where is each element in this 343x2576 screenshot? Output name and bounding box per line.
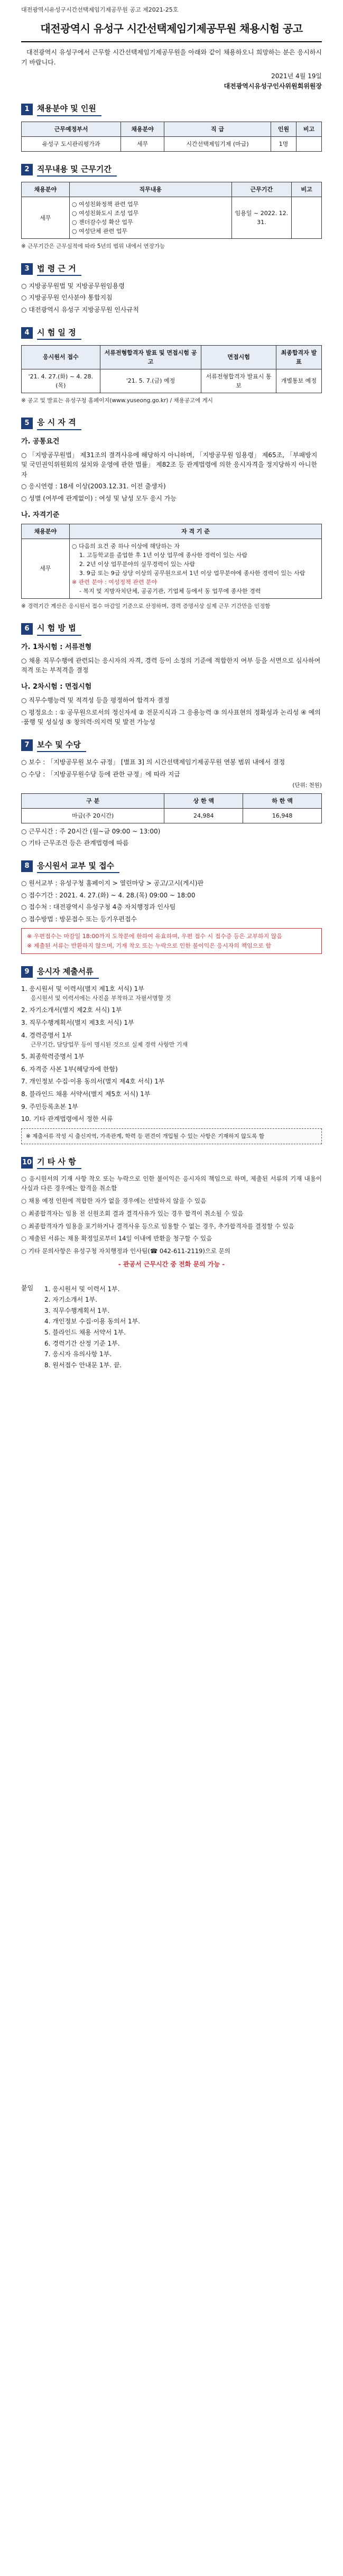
attachment-item: 2. 자기소개서 1부.	[44, 1296, 98, 1304]
section-8-number: 8	[21, 860, 33, 872]
section-3-title: 법 령 근 거	[37, 263, 81, 276]
list-item: ○ 지방공무원법 및 지방공무원임용령	[21, 281, 322, 291]
section-5-title: 응 시 자 격	[37, 416, 81, 430]
application-list	[21, 878, 322, 924]
note-cell	[292, 197, 322, 239]
doc-label: 2. 자기소개서(별지 제2호 서식) 1부	[21, 1006, 122, 1014]
attachment-list	[44, 1283, 140, 1372]
qual-line: ○ 다음의 요건 중 하나 이상에 해당하는 자	[72, 542, 319, 551]
qual-line: 1. 고등학교를 졸업한 후 1년 이상 업무에 종사한 경력이 있는 사람	[79, 551, 247, 559]
attachment-item: 8. 원서접수 안내문 1부. 끝.	[44, 1361, 122, 1369]
section-10-number: 10	[21, 1157, 33, 1169]
table-header: 채용분야	[22, 182, 70, 197]
list-item: ○ 보수 : 「지방공무원 보수 규정」 [별표 3] 의 시간선택제임기제공무원 연봉 범위 내에서 결정	[21, 757, 322, 767]
section-2-number: 2	[21, 164, 33, 175]
schedule-note: ※ 공고 및 발표는 유성구청 홈페이지(www.yuseong.go.kr) / 채용공고에 게시	[21, 397, 213, 404]
list-item: ○ 채용 예정 인원에 적합한 자가 없을 경우에는 선발하지 않을 수 있음	[21, 1197, 322, 1206]
grade-cell: 마급(주 20시간)	[22, 808, 164, 823]
attachment-item: 1. 응시원서 및 이력서 1부.	[44, 1285, 120, 1293]
table-row	[22, 369, 322, 393]
table-row	[22, 808, 322, 823]
doc-desc: 응시원서 및 이력서에는 사진을 부착하고 자필서명할 것	[31, 995, 171, 1002]
dept-cell: 유성구 도시관리평가과	[22, 136, 121, 151]
section-6-heading	[21, 622, 322, 635]
section-9-title: 응시자 제출서류	[37, 966, 99, 979]
warning-line: ※ 제출된 서류는 반환하지 않으며, 기재 착오 또는 누락으로 인한 불이익은 응시자의 책임으로 함	[27, 942, 271, 949]
section-1-title: 채용분야 및 인원	[37, 103, 101, 116]
duty-note: ※ 근무기간은 근무실적에 따라 5년의 범위 내에서 연장가능	[21, 243, 165, 250]
list-item: ○ 최종합격자는 임용 전 신원조회 결과 결격사유가 있는 경우 합격이 취소될 수 있음	[21, 1209, 322, 1219]
pay-table	[21, 793, 322, 823]
section-8-title: 응시원서 교부 및 접수	[37, 860, 119, 873]
list-item: ○ 기타 문의사항은 유성구청 자치행정과 인사팀(☎ 042-611-2119)으로 문의	[21, 1247, 322, 1256]
doc-label: 1. 응시원서 및 이력서(별지 제1호 서식) 1부	[21, 985, 144, 993]
section-10-title: 기 타 사 항	[37, 1156, 81, 1169]
table-header: 비고	[296, 122, 321, 136]
list-item: ○ 접수방법 : 방문접수 또는 등기우편접수	[21, 914, 322, 924]
table-row	[22, 539, 322, 598]
qual-subnote: - 복지 및 지방자치단체, 공공기관, 기업체 등에서 동 업무에 종사한 경력	[79, 588, 261, 595]
table-header: 근무예정부서	[22, 122, 121, 136]
doc-label: 3. 직무수행계획서(별지 제3호 서식) 1부	[21, 1019, 134, 1027]
section-8-heading	[21, 860, 322, 873]
table-header: 채용분야	[121, 122, 164, 136]
table-header: 직무내용	[69, 182, 231, 197]
document-note: ※ 제출서류 작성 시 출신지역, 가족관계, 학력 등 편견이 개입될 수 있는 사항은 기재하지 않도록 함	[21, 1128, 322, 1144]
doc-label: 5. 최종학력증명서 1부	[21, 1053, 85, 1061]
table-header: 자 격 기 준	[69, 524, 321, 539]
table-header: 면접시험	[201, 345, 276, 369]
pay-list	[21, 757, 322, 779]
section-10-heading	[21, 1156, 322, 1169]
list-item	[21, 984, 322, 1003]
list-item: ○ 대전광역시 유성구 지방공무원 인사규칙	[21, 305, 322, 315]
list-item: ○ 수당 : 「지방공무원수당 등에 관한 규정」에 따라 지급	[21, 770, 322, 780]
list-item: ○ 접수처 : 대전광역시 유성구청 4층 자치행정과 인사팀	[21, 902, 322, 912]
table-header: 인원	[271, 122, 296, 136]
intro-text: 대전광역시 유성구에서 근무할 시간선택제임기제공무원을 아래와 같이 채용하오니 희망하는 분은 응시하시기 바랍니다.	[21, 49, 322, 66]
stage2-heading: 나. 2차시험 : 면접시험	[21, 682, 92, 691]
application-warning	[21, 928, 322, 953]
document-list	[21, 984, 322, 1124]
law-list	[21, 281, 322, 315]
doc-desc: 근무기간, 담당업무 등이 명시된 것으로 실제 경력 사항만 기재	[31, 1041, 188, 1049]
field-cell: 세무	[22, 197, 70, 239]
section-7-title: 보수 및 수당	[37, 739, 86, 752]
list-item	[21, 1114, 322, 1124]
doc-label: 9. 주민등록초본 1부	[21, 1102, 78, 1110]
list-item: ○ 접수기간 : 2021. 4. 27.(화) ~ 4. 28.(목) 09:00 ~ 18:00	[21, 891, 322, 901]
period-cell: 임용일 ~ 2022. 12. 31.	[231, 197, 292, 239]
list-item	[21, 1064, 322, 1074]
table-header: 근무기간	[231, 182, 292, 197]
other-list	[21, 1174, 322, 1256]
table-header: 서류전형합격자 발표 및 면접시험 공고	[100, 345, 201, 369]
doc-label: 8. 블라인드 채용 서약서(별지 제5호 서식) 1부	[21, 1090, 151, 1098]
page-title: 대전광역시 유성구 시간선택제임기제공무원 채용시험 공고	[21, 21, 322, 42]
table-header: 채용분야	[22, 524, 70, 539]
doc-label: 10. 기타 관계법령에서 정한 서류	[21, 1115, 113, 1123]
field-cell: 세무	[22, 539, 70, 598]
attachments	[21, 1283, 322, 1372]
section-9-number: 9	[21, 966, 33, 978]
section-2-title: 직무내용 및 근무기간	[37, 163, 117, 177]
note-cell	[296, 136, 321, 151]
lower-cell: 16,948	[243, 808, 322, 823]
duty-item: ○ 젠더감수성 확산 업무	[71, 219, 133, 226]
list-item	[21, 1018, 322, 1028]
notice-date: 2021년 4월 19일	[271, 72, 322, 80]
stage1-list	[21, 656, 322, 675]
table-header: 구 분	[22, 793, 164, 808]
section-5-number: 5	[21, 418, 33, 429]
final-cell: 개별통보 예정	[276, 369, 321, 393]
recruitment-table	[21, 122, 322, 152]
section-6-number: 6	[21, 623, 33, 635]
work-cond-list	[21, 827, 322, 848]
apply-cell: '21. 4. 27.(화) ~ 4. 28.(목)	[22, 369, 100, 393]
table-header: 최종합격자 발표	[276, 345, 321, 369]
list-item: ○ 직무수행능력 및 적격성 등을 평정하여 합격자 결정	[21, 696, 322, 706]
duty-item: ○ 여성단체 관련 업무	[71, 228, 127, 235]
qualification-table	[21, 524, 322, 599]
list-item: ○ 채용 직무수행에 관련되는 응시자의 자격, 경력 등이 소정의 기준에 적합한지 여부 등을 서면으로 심사하여 적격 또는 부적격을 결정	[21, 656, 322, 675]
table-header: 응시원서 접수	[22, 345, 100, 369]
table-row	[22, 197, 322, 239]
table-header: 하 한 액	[243, 793, 322, 808]
announce-cell: '21. 5. 7.(금) 예정	[100, 369, 201, 393]
list-item: ○ 「지방공무원법」 제31조의 결격사유에 해당하지 아니하며, 「지방공무원 임용령」 제65조, 「부패방지 및 국민권익위원회의 설치와 운영에 관한 법률」 제82조 등 관계법령에 의한 응시자격을 정지당하지 아니한 자	[21, 450, 322, 480]
field-cell: 세무	[121, 136, 164, 151]
section-9-heading	[21, 966, 322, 979]
duty-item: ○ 여성친화정책 관련 업무	[71, 201, 139, 208]
list-item: ○ 응시원서의 기재 사항 착오 또는 누락으로 인한 불이익은 응시자의 책임으로 하며, 제출된 서류의 기재 내용이 사실과 다른 경우에는 합격을 취소함	[21, 1174, 322, 1193]
attachment-item: 4. 개인정보 수집·이용 동의서 1부.	[44, 1318, 141, 1326]
list-item	[21, 1052, 322, 1062]
attachment-item: 5. 블라인드 채용 서약서 1부.	[44, 1329, 126, 1336]
list-item	[21, 1089, 322, 1099]
interview-cell: 서류전형합격자 발표시 통보	[201, 369, 276, 393]
warning-line: ※ 우편접수는 마감일 18:00까지 도착분에 한하여 유효하며, 우편 접수 시 접수증 등은 교부하지 않음	[27, 933, 283, 940]
grade-cell: 시간선택제임기제 (마급)	[164, 136, 271, 151]
schedule-table	[21, 345, 322, 393]
section-4-number: 4	[21, 327, 33, 339]
pay-unit: (단위: 천원)	[292, 782, 322, 789]
qual-line: 3. 9급 또는 9급 상당 이상의 공무원으로서 1년 이상 업무분야에 종사한 경력이 있는 사람	[79, 569, 305, 577]
duty-table	[21, 182, 322, 239]
list-item	[21, 1102, 322, 1112]
section-1-heading	[21, 103, 322, 116]
upper-cell: 24,984	[164, 808, 243, 823]
section-7-number: 7	[21, 739, 33, 751]
doc-label: 7. 개인정보 수집·이용 동의서(별지 제4호 서식) 1부	[21, 1078, 165, 1086]
table-header: 상 한 액	[164, 793, 243, 808]
count-cell: 1명	[271, 136, 296, 151]
section-6-title: 시 험 방 법	[37, 622, 81, 635]
issuing-org: 대전광역시유성구인사위원회위원장	[224, 82, 322, 90]
doc-label: 6. 자격증 사본 1부(해당자에 한함)	[21, 1065, 118, 1073]
list-item	[21, 1031, 322, 1050]
qual-footnote: ※ 경력기간 계산은 응시원서 접수 마감일 기준으로 산정하며, 경력 증명서상 실제 근무 기간만을 인정함	[21, 603, 271, 610]
qual-line: 2. 2년 이상 업무분야의 실무경력이 있는 사람	[79, 560, 195, 568]
table-header: 비고	[292, 182, 322, 197]
notice-number: 대전광역시유성구시간선택제임기제공무원 공고 제2021-25호	[21, 6, 179, 13]
section-2-heading	[21, 163, 322, 177]
section-4-title: 시 험 일 정	[37, 327, 81, 340]
duties-cell	[69, 197, 231, 239]
section-4-heading	[21, 327, 322, 340]
section-7-heading	[21, 739, 322, 752]
doc-label: 4. 경력증명서 1부	[21, 1031, 72, 1039]
list-item: ○ 성별 (여부에 관계없이) : 여성 및 남성 모두 응시 가능	[21, 494, 322, 504]
list-item	[21, 1077, 322, 1087]
qual-heading: 나. 자격기준	[21, 511, 60, 519]
common-req-heading: 가. 공통요건	[21, 437, 60, 446]
list-item: ○ 근무시간 : 주 20시간 (월~금 09:00 ~ 13:00)	[21, 827, 322, 837]
stage2-list	[21, 696, 322, 727]
table-row	[22, 136, 322, 151]
section-3-heading	[21, 263, 322, 276]
common-req-list	[21, 450, 322, 504]
list-item: ○ 지방공무원 인사분야 통합지침	[21, 293, 322, 303]
attachments-label: 붙임	[21, 1284, 34, 1292]
attachment-item: 3. 직무수행계획서 1부.	[44, 1306, 110, 1314]
list-item: ○ 응시연령 : 18세 이상(2003.12.31. 이전 출생자)	[21, 481, 322, 492]
qual-cell	[69, 539, 321, 598]
qual-subnote: ※ 관련 분야 : 여성정책 관련 분야	[71, 578, 157, 586]
list-item	[21, 1005, 322, 1015]
list-item: ○ 평정요소 : ① 공무원으로서의 정신자세 ② 전문지식과 그 응용능력 ③ 의사표현의 정확성과 논리성 ④ 예의·품행 및 성실성 ⑤ 창의력·의지력 및 발전 가능성	[21, 708, 322, 727]
attachment-item: 6. 경력기간 산정 기준 1부.	[44, 1339, 120, 1347]
table-header: 직 급	[164, 122, 271, 136]
section-1-number: 1	[21, 104, 33, 115]
section-3-number: 3	[21, 263, 33, 275]
duty-item: ○ 여성친화도시 조성 업무	[71, 210, 139, 217]
list-item: ○ 원서교부 : 유성구청 홈페이지 > 열린마당 > 공고/고시(게시)판	[21, 878, 322, 888]
attachment-item: 7. 응시자 유의사항 1부.	[44, 1350, 112, 1358]
inquiry-note: - 관공서 근무시간 중 전화 문의 가능 -	[118, 1261, 225, 1268]
list-item: ○ 최종합격자가 임용을 포기하거나 결격사유 등으로 임용할 수 없는 경우, 추가합격자를 결정할 수 있음	[21, 1222, 322, 1231]
list-item: ○ 기타 근무조건 등은 관계법령에 따름	[21, 838, 322, 848]
section-5-heading	[21, 416, 322, 430]
list-item: ○ 제출된 서류는 채용 확정일로부터 14일 이내에 반환을 청구할 수 있음	[21, 1234, 322, 1244]
stage1-heading: 가. 1차시험 : 서류전형	[21, 643, 92, 651]
